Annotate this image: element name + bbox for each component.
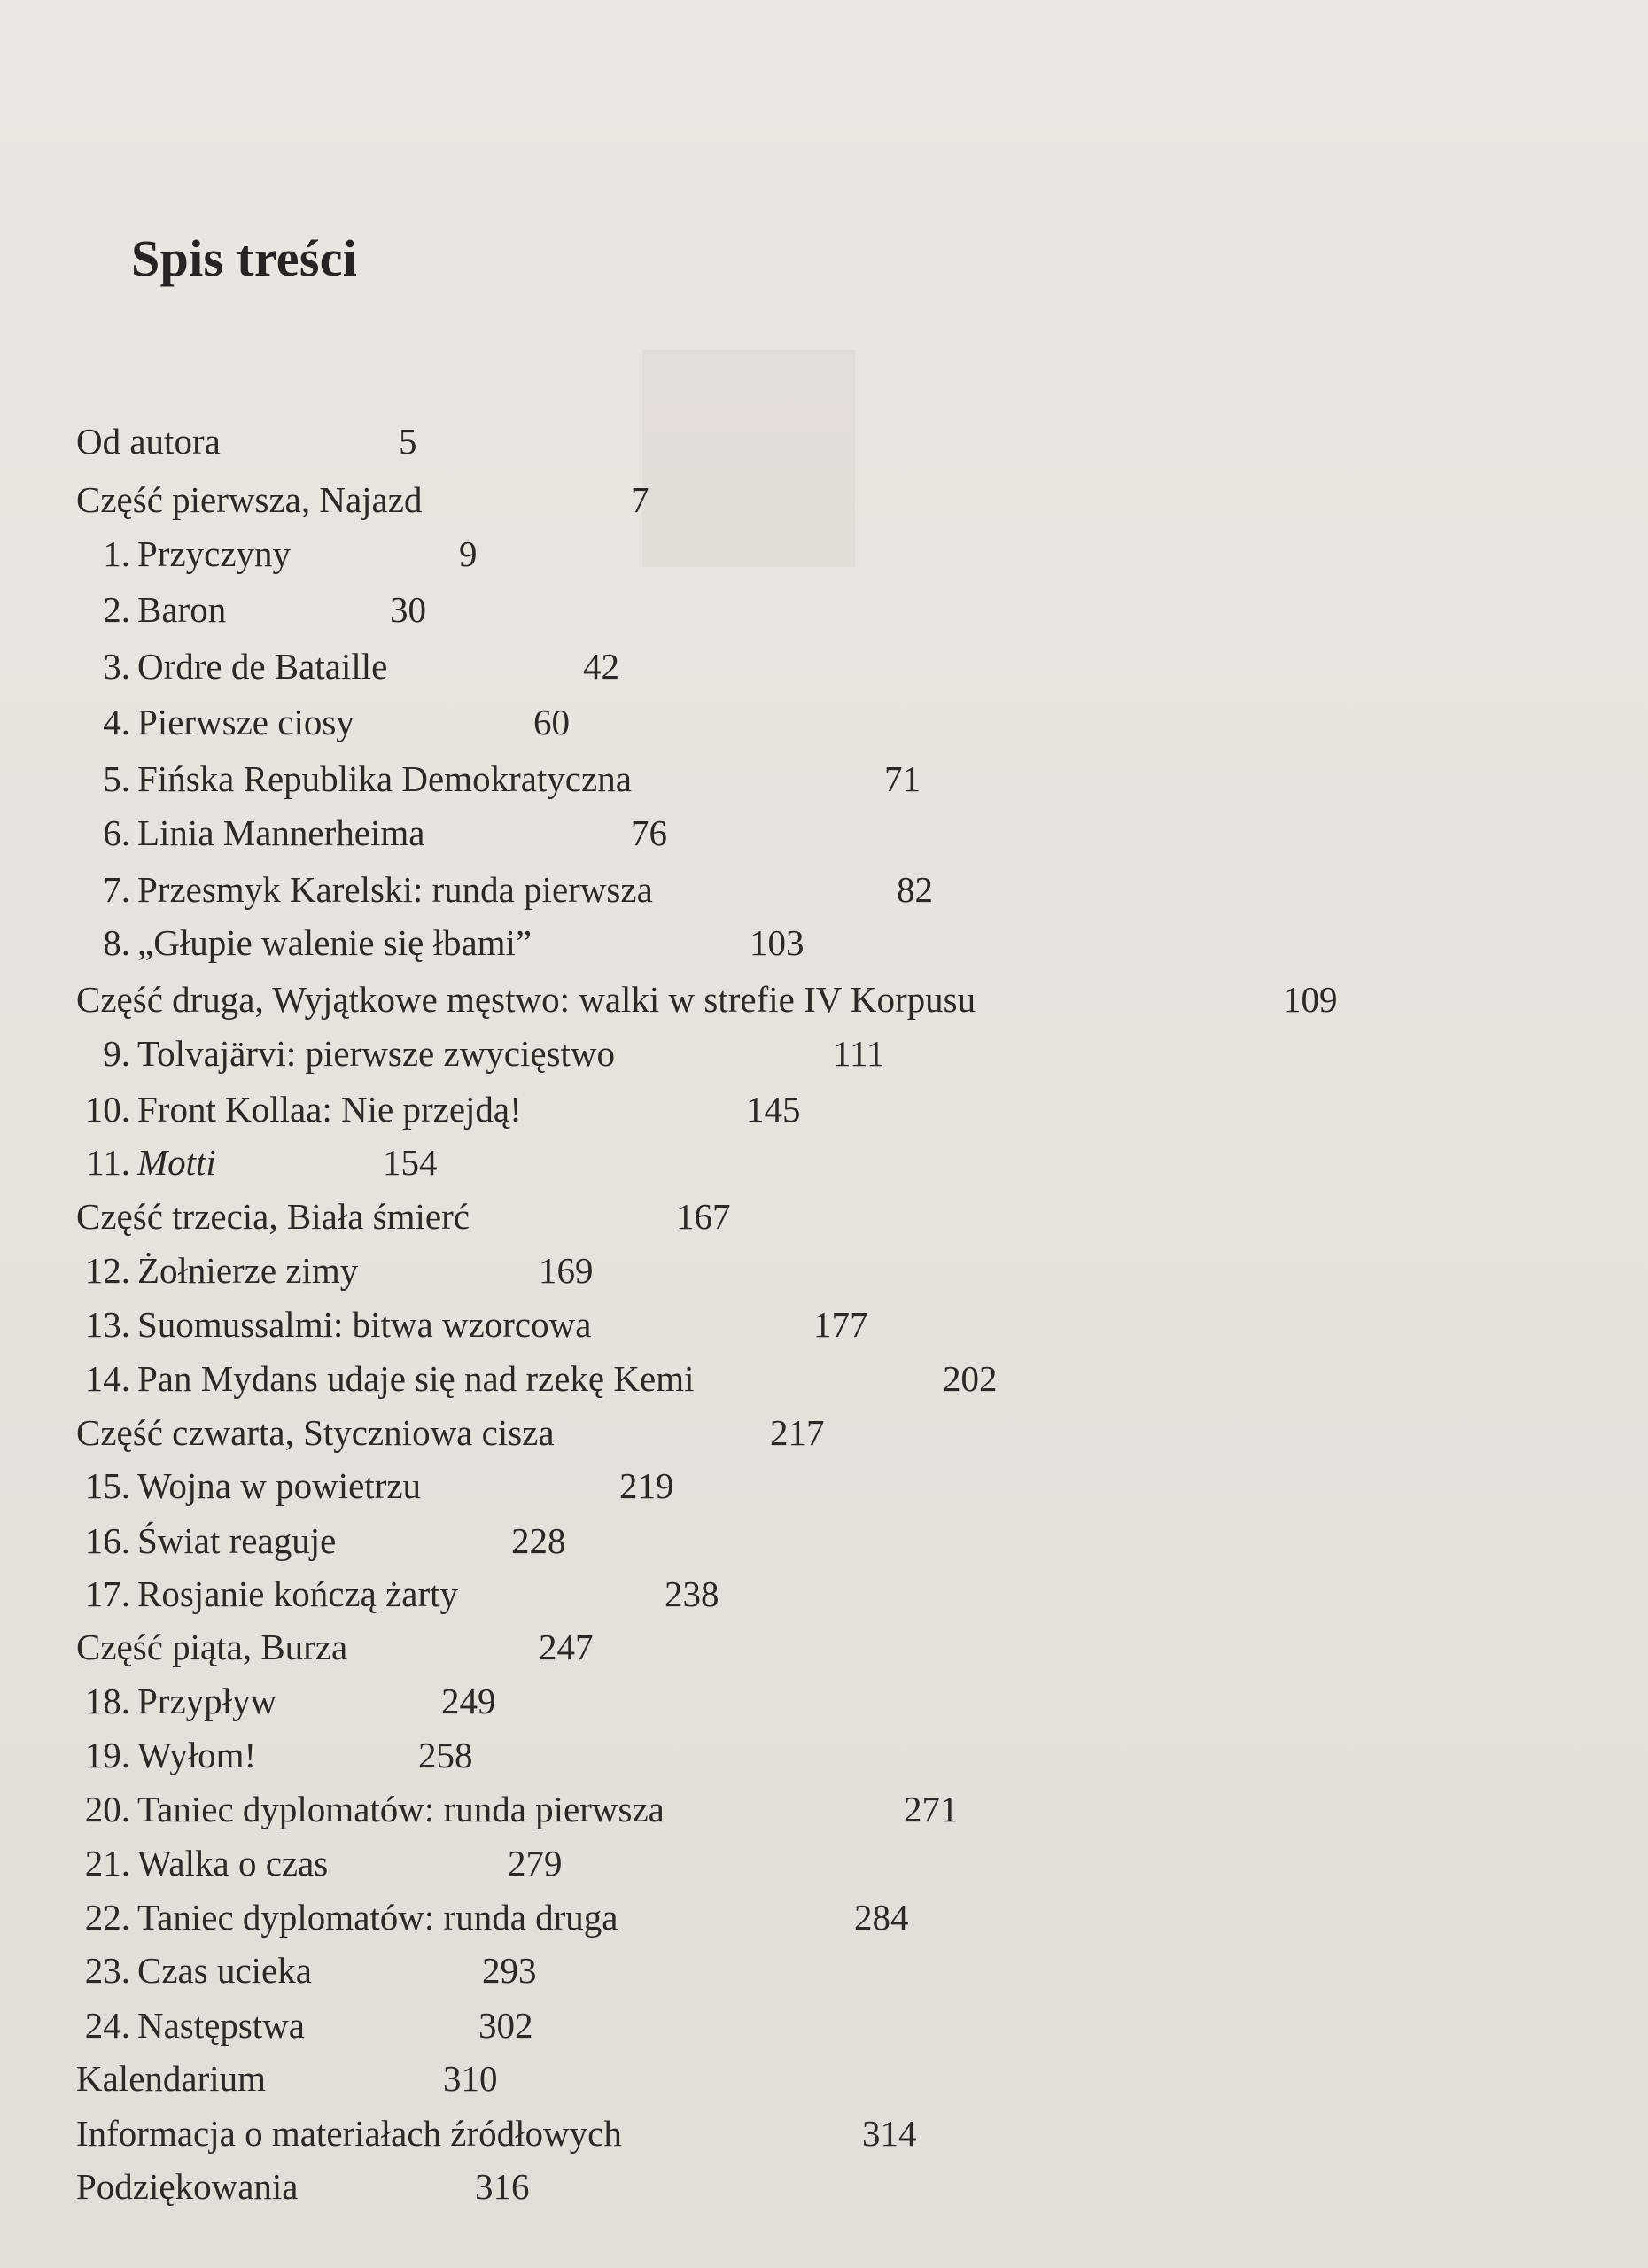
toc-entry bbox=[0, 2057, 1648, 2107]
page-number: 71 bbox=[884, 758, 921, 799]
page-number: 76 bbox=[631, 812, 667, 853]
page-number: 30 bbox=[390, 589, 426, 630]
chapter-number: 21. bbox=[84, 1843, 130, 1884]
entry-title: Kalendarium bbox=[76, 2058, 267, 2099]
page-number: 310 bbox=[443, 2058, 498, 2099]
page-title: Spis treści bbox=[131, 229, 358, 287]
entry-title: Wyłom! bbox=[137, 1735, 257, 1775]
page-number: 238 bbox=[665, 1573, 719, 1614]
chapter-number: 15. bbox=[84, 1465, 130, 1506]
entry-title: „Głupie walenie się łbami” bbox=[137, 922, 532, 963]
toc-entry bbox=[0, 1464, 1648, 1514]
chapter-number: 20. bbox=[84, 1789, 130, 1829]
toc-entry bbox=[0, 1195, 1648, 1245]
page-number: 167 bbox=[676, 1196, 731, 1237]
chapter-number: 22. bbox=[84, 1897, 130, 1938]
entry-title: Front Kollaa: Nie przejdą! bbox=[137, 1089, 522, 1130]
entry-title: Motti bbox=[137, 1142, 216, 1183]
page-number: 202 bbox=[943, 1358, 998, 1399]
chapter-number: 8. bbox=[103, 922, 130, 963]
chapter-number: 5. bbox=[103, 758, 130, 799]
entry-title: Tolvajärvi: pierwsze zwycięstwo bbox=[137, 1033, 616, 1074]
toc-entry bbox=[0, 1842, 1648, 1891]
chapter-number: 19. bbox=[84, 1735, 130, 1775]
entry-title: Informacja o materiałach źródłowych bbox=[76, 2113, 622, 2154]
entry-title: Część piąta, Burza bbox=[76, 1627, 348, 1667]
entry-title: Baron bbox=[137, 589, 227, 630]
toc-entry bbox=[0, 588, 1648, 638]
page-number: 145 bbox=[746, 1089, 801, 1130]
page-number: 271 bbox=[904, 1789, 959, 1829]
toc-entry bbox=[0, 2112, 1648, 2162]
entry-title: Następstwa bbox=[137, 2005, 306, 2046]
entry-title: Część pierwsza, Najazd bbox=[76, 479, 423, 520]
chapter-number: 14. bbox=[84, 1358, 130, 1399]
toc-entry bbox=[0, 1949, 1648, 1999]
entry-title: Fińska Republika Demokratyczna bbox=[137, 758, 632, 799]
entry-title: Suomussalmi: bitwa wzorcowa bbox=[137, 1304, 592, 1345]
toc-entry bbox=[0, 1357, 1648, 1407]
chapter-number: 13. bbox=[84, 1304, 130, 1345]
chapter-number: 24. bbox=[84, 2005, 130, 2046]
page-number: 279 bbox=[508, 1843, 563, 1884]
page-number: 42 bbox=[583, 646, 619, 687]
chapter-number: 1. bbox=[103, 533, 130, 574]
page-number: 284 bbox=[854, 1897, 909, 1938]
page-number: 9 bbox=[459, 533, 478, 574]
toc-entry bbox=[0, 1519, 1648, 1569]
toc-entry bbox=[0, 1249, 1648, 1299]
chapter-number: 2. bbox=[103, 589, 130, 630]
page-number: 177 bbox=[813, 1304, 868, 1345]
toc-entry bbox=[0, 420, 1648, 470]
page-number: 258 bbox=[418, 1735, 473, 1775]
chapter-number: 12. bbox=[84, 1250, 130, 1291]
entry-title: Przyczyny bbox=[137, 533, 292, 574]
entry-title: Walka o czas bbox=[137, 1843, 329, 1884]
entry-title: Część druga, Wyjątkowe męstwo: walki w strefie IV Korpusu bbox=[76, 979, 976, 1020]
entry-title: Rosjanie kończą żarty bbox=[137, 1573, 459, 1614]
toc-entry bbox=[0, 1626, 1648, 1675]
entry-title: Przesmyk Karelski: runda pierwsza bbox=[137, 869, 653, 910]
page-number: 7 bbox=[631, 479, 649, 520]
page-number: 302 bbox=[478, 2005, 533, 2046]
toc-entry bbox=[0, 1088, 1648, 1138]
toc-entry bbox=[0, 868, 1648, 918]
page-number: 219 bbox=[619, 1465, 674, 1506]
chapter-number: 3. bbox=[103, 646, 130, 687]
page-number: 217 bbox=[770, 1412, 825, 1453]
page-number: 247 bbox=[539, 1627, 594, 1667]
chapter-number: 11. bbox=[86, 1142, 130, 1183]
entry-title: Taniec dyplomatów: runda pierwsza bbox=[137, 1789, 665, 1829]
toc-entry bbox=[0, 1680, 1648, 1729]
chapter-number: 16. bbox=[84, 1520, 130, 1561]
toc-entry bbox=[0, 1896, 1648, 1946]
page-number: 169 bbox=[539, 1250, 594, 1291]
chapter-number: 7. bbox=[103, 869, 130, 910]
toc-entry bbox=[0, 1303, 1648, 1353]
page-number: 103 bbox=[750, 922, 805, 963]
page-number: 109 bbox=[1283, 979, 1338, 1020]
toc-entry bbox=[0, 645, 1648, 695]
entry-title: Od autora bbox=[76, 421, 221, 462]
toc-entry bbox=[0, 532, 1648, 582]
toc-entry bbox=[0, 812, 1648, 861]
toc-entry bbox=[0, 478, 1648, 528]
entry-title: Pan Mydans udaje się nad rzekę Kemi bbox=[137, 1358, 695, 1399]
page-number: 154 bbox=[383, 1142, 438, 1183]
page-number: 293 bbox=[482, 1950, 537, 1991]
entry-title: Podziękowania bbox=[76, 2166, 299, 2207]
entry-title: Czas ucieka bbox=[137, 1950, 312, 1991]
page-number: 316 bbox=[475, 2166, 530, 2207]
page-number: 111 bbox=[833, 1033, 885, 1074]
entry-title: Część czwarta, Styczniowa cisza bbox=[76, 1412, 555, 1453]
toc-entry bbox=[0, 757, 1648, 807]
toc-entry bbox=[0, 1032, 1648, 1082]
page-number: 314 bbox=[862, 2113, 917, 2154]
chapter-number: 9. bbox=[103, 1033, 130, 1074]
chapter-number: 4. bbox=[103, 702, 130, 742]
entry-title: Pierwsze ciosy bbox=[137, 702, 354, 742]
entry-title: Wojna w powietrzu bbox=[137, 1465, 422, 1506]
chapter-number: 6. bbox=[103, 812, 130, 853]
entry-title: Taniec dyplomatów: runda druga bbox=[137, 1897, 618, 1938]
entry-title: Część trzecia, Biała śmierć bbox=[76, 1196, 470, 1237]
toc-entry bbox=[0, 1411, 1648, 1461]
toc-entry bbox=[0, 978, 1648, 1028]
page-number: 249 bbox=[441, 1681, 496, 1721]
entry-title: Żołnierze zimy bbox=[137, 1250, 359, 1291]
toc-entry bbox=[0, 1734, 1648, 1783]
entry-title: Świat reaguje bbox=[137, 1520, 337, 1561]
toc-entry bbox=[0, 1573, 1648, 1622]
page-number: 228 bbox=[511, 1520, 566, 1561]
chapter-number: 18. bbox=[84, 1681, 130, 1721]
entry-title: Linia Mannerheima bbox=[137, 812, 425, 853]
entry-title: Przypływ bbox=[137, 1681, 277, 1721]
chapter-number: 10. bbox=[84, 1089, 130, 1130]
page-number: 60 bbox=[533, 702, 570, 742]
toc-entry bbox=[0, 1141, 1648, 1191]
toc-entry bbox=[0, 701, 1648, 750]
entry-title: Ordre de Bataille bbox=[137, 646, 388, 687]
toc-entry bbox=[0, 2004, 1648, 2054]
chapter-number: 23. bbox=[84, 1950, 130, 1991]
page-number: 82 bbox=[897, 869, 933, 910]
toc-entry bbox=[0, 921, 1648, 971]
toc-entry bbox=[0, 1788, 1648, 1837]
toc-entry bbox=[0, 2165, 1648, 2215]
chapter-number: 17. bbox=[84, 1573, 130, 1614]
page-number: 5 bbox=[399, 421, 417, 462]
